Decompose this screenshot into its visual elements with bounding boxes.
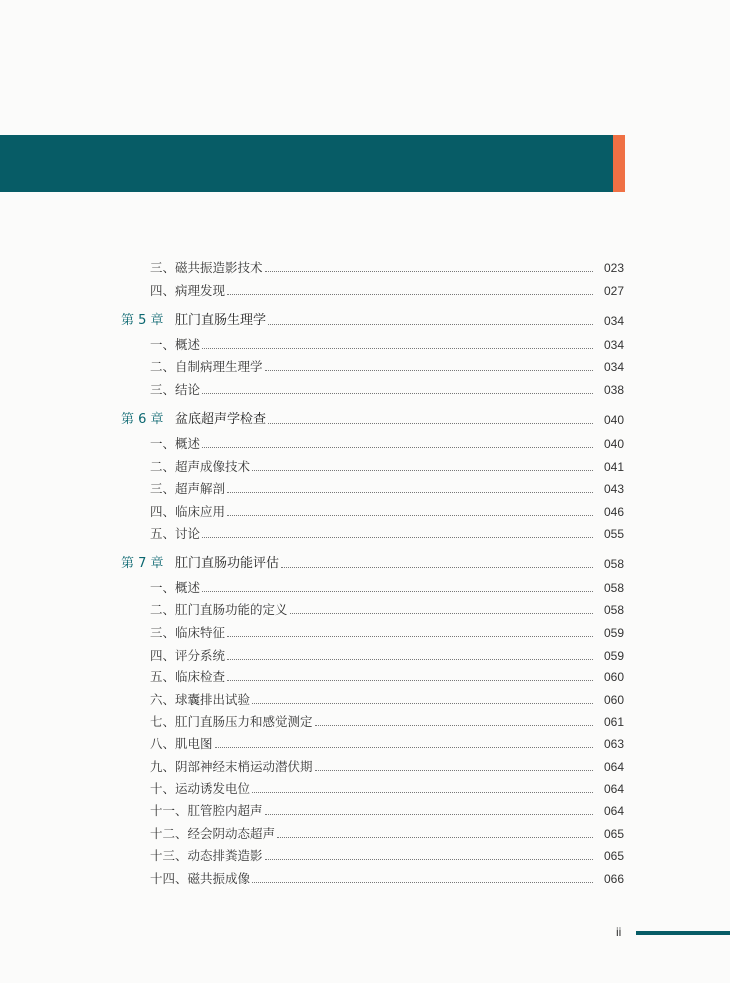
page-ref: 064 [603,782,624,796]
page-ref: 027 [603,284,624,298]
toc-section-row[interactable] [0,869,730,887]
page-ref: 034 [603,338,624,352]
toc-section-row[interactable] [0,757,730,775]
page-ref: 046 [603,505,624,519]
toc-section-row[interactable] [0,600,730,618]
toc-section-row[interactable] [0,846,730,864]
toc-section-row[interactable] [0,646,730,664]
chapter-number: 第 7 章 [121,556,164,571]
page-ref: 034 [603,360,624,374]
page-ref: 040 [603,437,624,451]
page-ref: 059 [603,626,624,640]
page-ref: 034 [603,314,624,328]
section-title: 四、病理发现 [150,283,226,298]
dot-leader [252,469,593,471]
dot-leader [281,566,593,568]
page-ref: 058 [603,603,624,617]
page-ref: 023 [603,261,624,275]
header-banner-accent [613,135,625,192]
section-title: 三、磁共振造影技术 [150,260,263,275]
toc-section-row[interactable] [0,524,730,542]
page-ref: 064 [603,760,624,774]
toc-section-row[interactable] [0,690,730,708]
toc-section-row[interactable] [0,779,730,797]
section-title: 十一、肛管腔内超声 [150,803,263,818]
section-title: 二、自制病理生理学 [150,359,263,374]
page-ref: 063 [603,737,624,751]
section-title: 六、球囊排出试验 [150,692,251,707]
dot-leader [227,514,593,516]
page-ref: 041 [603,460,624,474]
toc-section-row[interactable] [0,281,730,299]
dot-leader [252,791,593,793]
toc-section-row[interactable] [0,357,730,375]
page-ref: 043 [603,482,624,496]
footer-bar [636,931,730,935]
section-title: 三、结论 [150,382,201,397]
dot-leader [227,635,593,637]
chapter-title: 盆底超声学检查 [175,412,267,427]
page-ref: 038 [603,383,624,397]
section-title: 一、概述 [150,337,201,352]
toc-section-row[interactable] [0,667,730,685]
toc-section-row[interactable] [0,824,730,842]
dot-leader [202,536,593,538]
toc-chapter-row[interactable] [0,311,730,329]
section-title: 五、临床检查 [150,669,226,684]
section-title: 十四、磁共振成像 [150,871,251,886]
page-ref: 061 [603,715,624,729]
dot-leader [277,836,593,838]
toc-section-row[interactable] [0,734,730,752]
section-title: 三、临床特征 [150,625,226,640]
header-banner [0,135,613,192]
page-ref: 040 [603,413,624,427]
dot-leader [215,746,593,748]
toc-section-row[interactable] [0,258,730,276]
dot-leader [202,392,593,394]
page-ref: 064 [603,804,624,818]
toc-section-row[interactable] [0,457,730,475]
toc-chapter-row[interactable] [0,554,730,572]
toc-chapter-row[interactable] [0,410,730,428]
page-ref: 060 [603,693,624,707]
dot-leader [202,590,593,592]
dot-leader [268,323,593,325]
dot-leader [315,769,593,771]
chapter-number: 第 5 章 [121,313,164,328]
section-title: 十三、动态排粪造影 [150,848,263,863]
dot-leader [265,369,593,371]
dot-leader [202,446,593,448]
toc-section-row[interactable] [0,712,730,730]
page-ref: 060 [603,670,624,684]
dot-leader [290,612,593,614]
dot-leader [315,724,593,726]
dot-leader [268,422,593,424]
page-ref: 058 [603,581,624,595]
section-title: 四、评分系统 [150,648,226,663]
section-title: 十、运动诱发电位 [150,781,251,796]
page-ref: 065 [603,849,624,863]
section-title: 七、肛门直肠压力和感觉测定 [150,714,313,729]
section-title: 十二、经会阴动态超声 [150,826,276,841]
page-ref: 065 [603,827,624,841]
dot-leader [227,491,593,493]
dot-leader [252,702,593,704]
section-title: 一、概述 [150,580,201,595]
section-title: 五、讨论 [150,526,201,541]
section-title: 二、肛门直肠功能的定义 [150,602,288,617]
section-title: 八、肌电图 [150,736,213,751]
toc-section-row[interactable] [0,434,730,452]
dot-leader [265,813,593,815]
section-title: 四、临床应用 [150,504,226,519]
page-ref: 058 [603,557,624,571]
chapter-title: 肛门直肠生理学 [175,313,267,328]
toc-section-row[interactable] [0,335,730,353]
chapter-title: 肛门直肠功能评估 [175,556,280,571]
toc-section-row[interactable] [0,380,730,398]
page-ref: 059 [603,649,624,663]
dot-leader [227,658,593,660]
dot-leader [227,679,593,681]
toc-section-row[interactable] [0,502,730,520]
page-ref: 055 [603,527,624,541]
chapter-number: 第 6 章 [121,412,164,427]
dot-leader [227,293,593,295]
dot-leader [265,858,593,860]
section-title: 二、超声成像技术 [150,459,251,474]
section-title: 一、概述 [150,436,201,451]
toc-section-row[interactable] [0,623,730,641]
page-number: ii [616,925,622,939]
dot-leader [202,347,593,349]
section-title: 三、超声解剖 [150,481,226,496]
toc-section-row[interactable] [0,801,730,819]
section-title: 九、阴部神经末梢运动潜伏期 [150,759,313,774]
dot-leader [265,270,593,272]
toc-section-row[interactable] [0,479,730,497]
dot-leader [252,881,593,883]
page-ref: 066 [603,872,624,886]
toc-section-row[interactable] [0,578,730,596]
